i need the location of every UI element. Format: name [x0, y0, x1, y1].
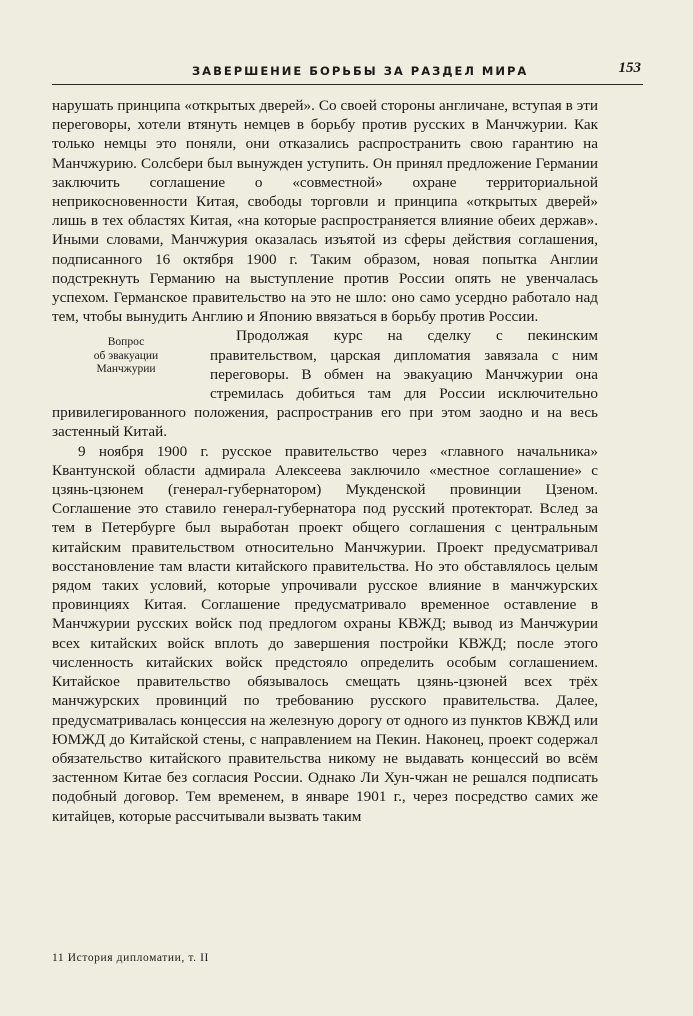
page-footer: 11 История дипломатии, т. II	[52, 952, 209, 964]
paragraph-2-text: Продолжая курс на сделку с пекинским правительством, царская дипломатия завязала с ним переговоры. В обмен на эвакуацию Манчжурии она стремилась добиться там для России исключительно привилегированного положения, распространив его при этом заодно и на весь застенный Китай.	[52, 327, 598, 441]
margin-note-line-1: Вопрос	[107, 336, 145, 348]
paragraph-1: нарушать принципа «открытых дверей». Со своей стороны англичане, вступая в эти переговоры, хотели втянуть немцев в борьбу против русских в Манчжурии. Как только немцы это поняли, они отказались распространить свою гарантию на Манчжурию. Солсбери был вынужден уступить. Он принял предложение Германии заключить соглашение о «совместной» охране территориальной неприкосновенности Китая, свободы торговли и принципа «открытых дверей» лишь в тех областях Китая, «на которые распространяется влияние обеих держав». Иными словами, Манчжурия оказалась изъятой из сферы действия соглашения, подписанного 16 октября 1900 г. Таким образом, новая попытка Англии подстрекнуть Германию на выступление против России опять не увенчалась успехом. Германское правительство на это не шло: оно само усердно работало над тем, чтобы вынудить Англию и Японию ввязаться в борьбу против России.	[52, 97, 598, 326]
margin-note-line-2: об эвакуации	[93, 349, 159, 362]
paragraph-3: 9 ноября 1900 г. русское правительство через «главного начальника» Квантунской области адмирала Алексеева заключило «местное соглашение» с цзянь-цзюнем (генерал-губернатором) Мукденской провинции Цзеном. Соглашение это ставило генерал-губернатора под русский протекторат. Вслед за тем в Петербурге был выработан проект общего соглашения с центральным китайским правительством относительно Манчжурии. Проект предусматривал восстановление там власти китайского правительства. Но это обставлялось целым рядом таких условий, которые упрочивали русское влияние в манчжурских провинциях Китая. Соглашение предусматривало временное оставление в Манчжурии русских войск под предлогом охраны КВЖД; вывод из Манчжурии всех китайских войск вплоть до завершения постройки КВЖД; после этого численность китайских войск предстояло определить особым соглашением. Китайское правительство обязывалось смещать цзянь-цзюней всех трёх манчжурских провинций по требованию русского правительства. Далее, предусматривалась концессия на железную дорогу от одного из пунктов КВЖД или ЮМЖД до Китайской стены, с направлением на Пекин. Наконец, проект содержал обязательство китайского правительства никому не выдавать концессий во всём застенном Китае без согласия России. Однако Ли Хун-чжан не решался подписать подобный договор. Тем временем, в январе 1901 г., через посредство самих же китайцев, которые рассчитывали вызвать таким	[52, 442, 598, 825]
margin-note-line-3: Манчжурии	[96, 363, 156, 375]
running-head	[52, 60, 643, 85]
page-number: 153	[618, 60, 641, 76]
margin-note	[52, 336, 200, 377]
body-text	[52, 96, 598, 826]
running-title: ЗАВЕРШЕНИЕ БОРЬБЫ ЗА РАЗДЕЛ МИРА	[192, 64, 529, 78]
